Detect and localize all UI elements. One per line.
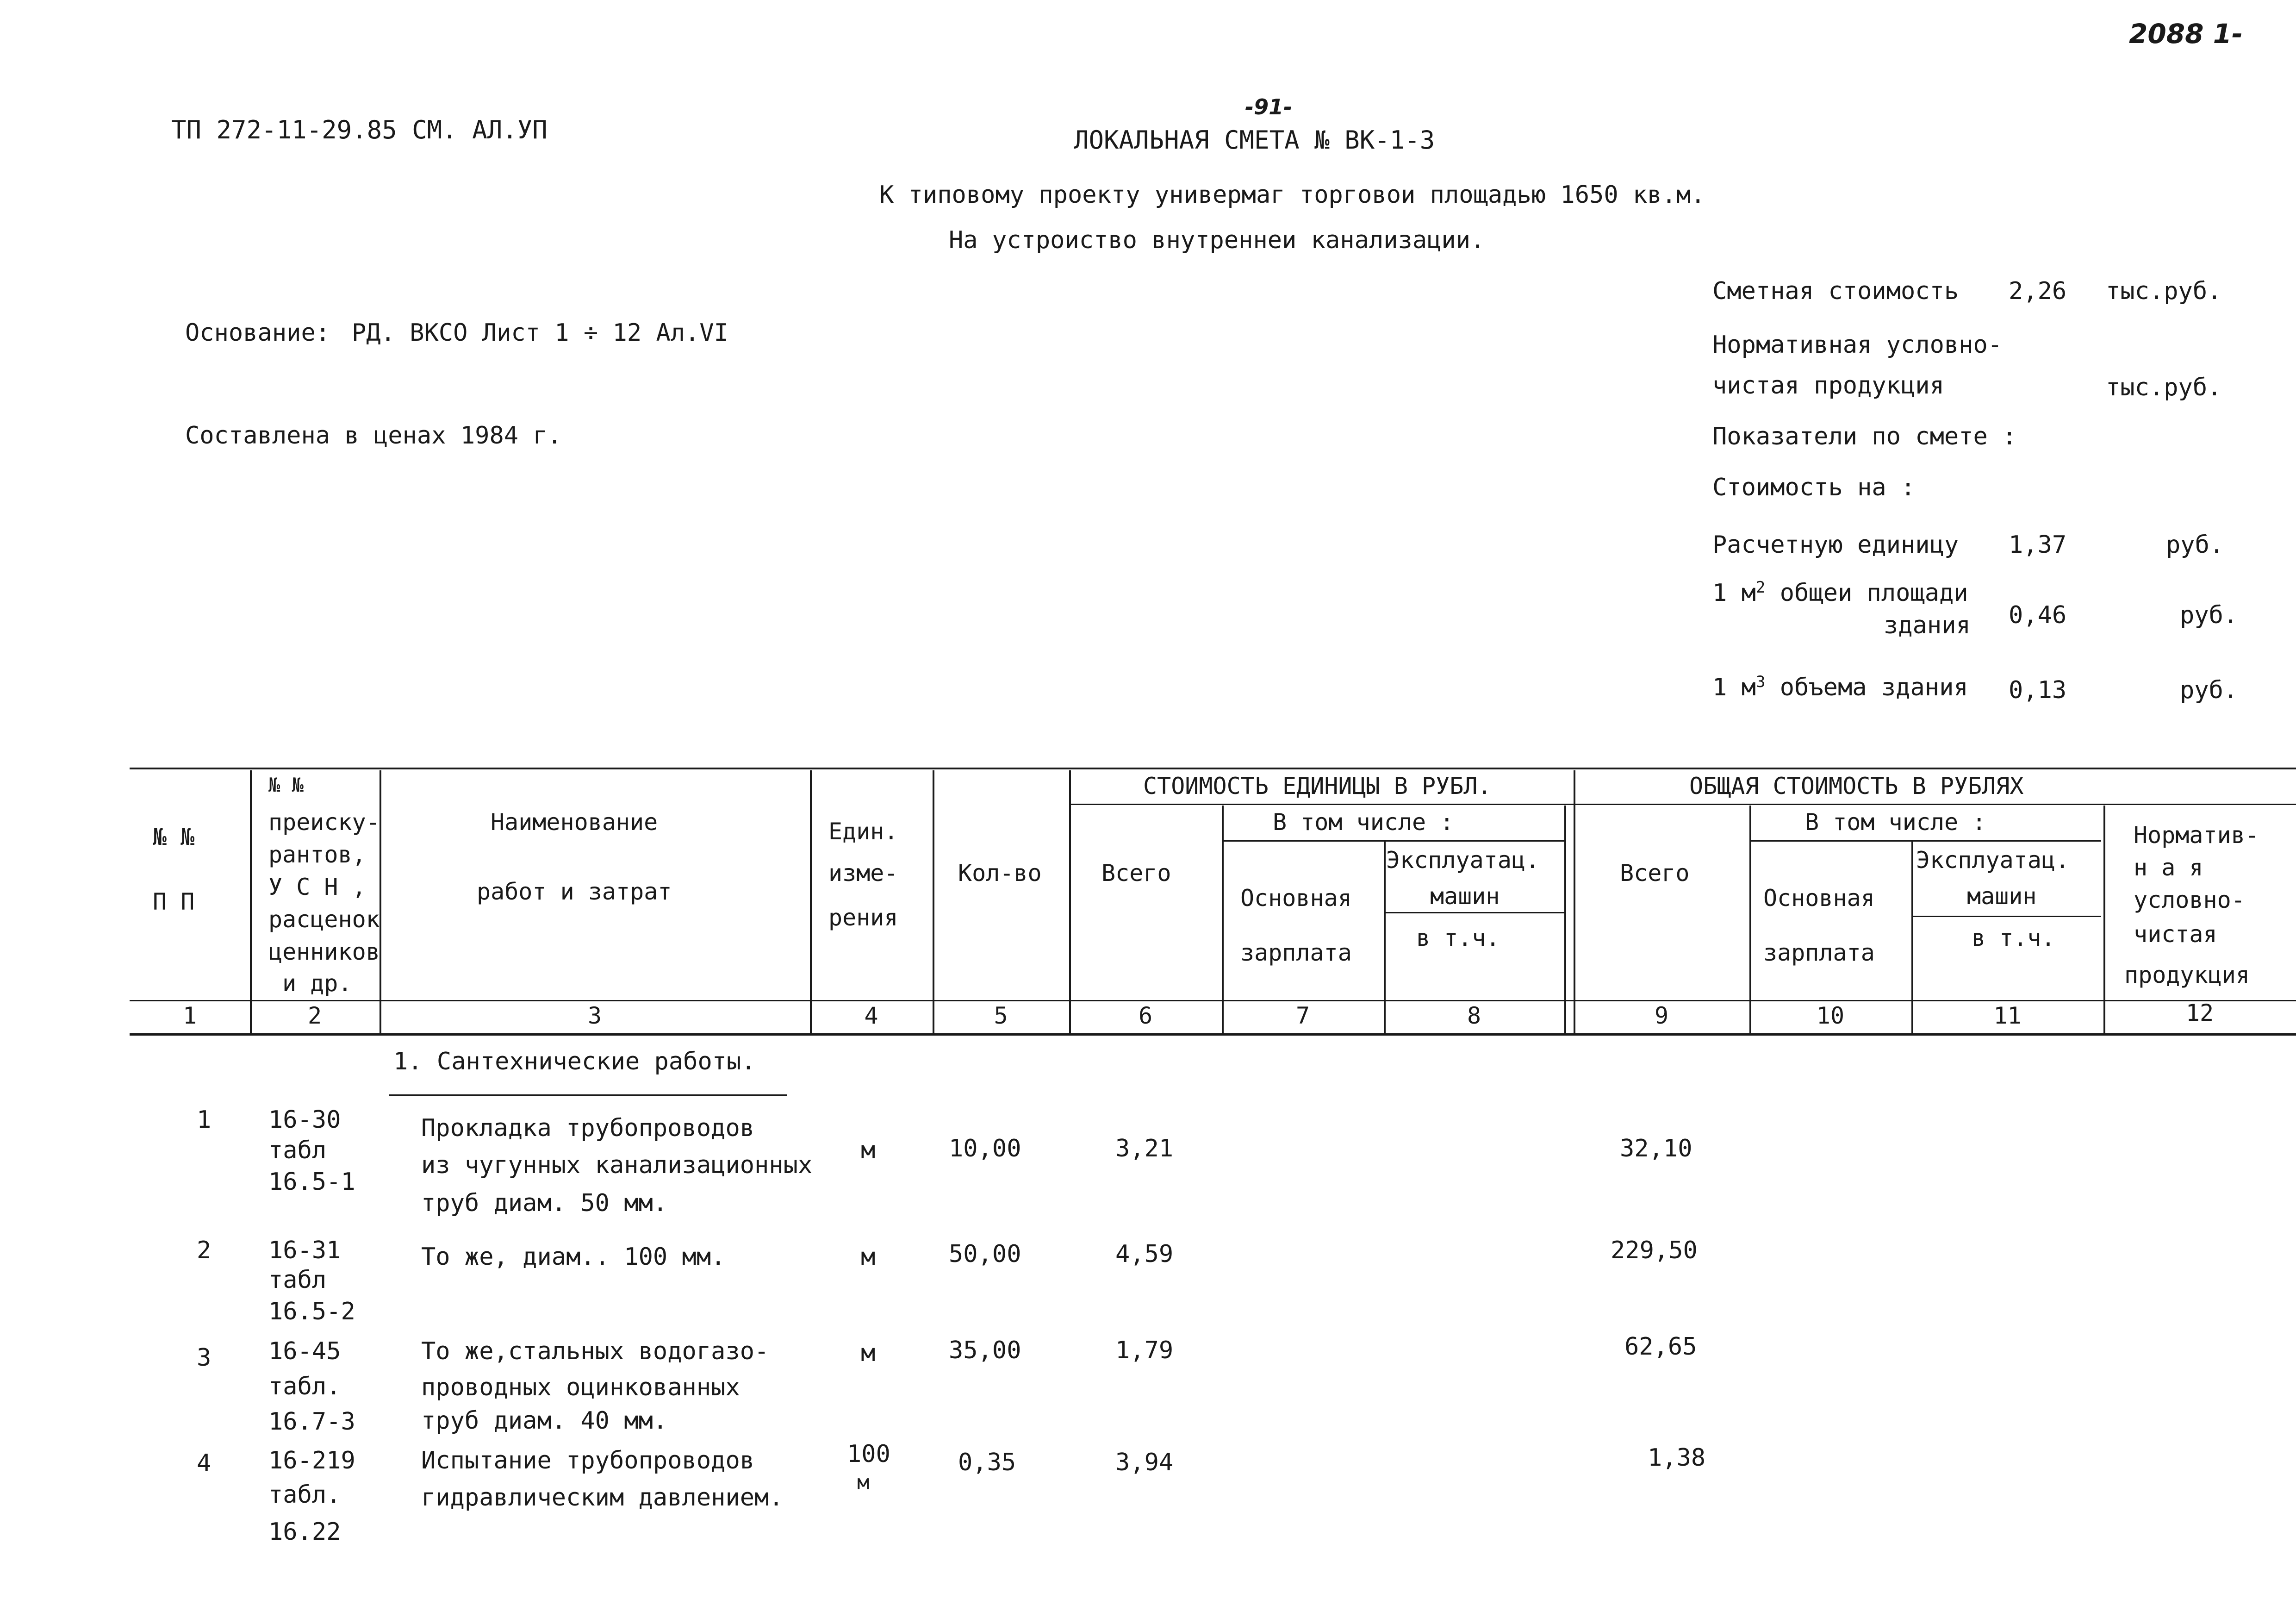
header-col4-line1: Един. (828, 818, 898, 845)
row-total: 32,10 (1620, 1135, 1692, 1162)
row-unit: м (861, 1339, 876, 1367)
header-unit-salary-a: Основная (1240, 885, 1352, 912)
project-code: ТП 272-11-29.85 СМ. АЛ.УП (171, 115, 548, 144)
unit-machines-underline (1384, 912, 1564, 913)
header-unit-machines-incl: в т.ч. (1416, 924, 1500, 951)
header-unit-incl: В том числе : (1273, 809, 1454, 836)
col-divider-6 (1222, 806, 1224, 1035)
header-col3-b: работ и затрат (477, 878, 672, 905)
row-name-line2: проводных оцинкованных (421, 1374, 740, 1401)
basis-value: РД. ВКСО Лист 1 ÷ 12 Ал.VI (352, 319, 728, 347)
header-col12-line3: условно- (2134, 887, 2245, 913)
col-number-7: 7 (1295, 1002, 1310, 1029)
cost-label: Сметная стоимость (1712, 277, 1959, 305)
header-bottom-border (130, 1000, 2296, 1001)
header-col12-line5: продукция (2124, 962, 2250, 988)
header-col2-line5: расценок (268, 906, 380, 933)
prices-year-text: Составлена в ценах 1984 г. (185, 422, 562, 450)
cost-unit: тыс.руб. (2106, 277, 2222, 305)
unit-incl-underline (1222, 840, 1564, 842)
total-machines-underline (1911, 916, 2101, 917)
col-number-4: 4 (864, 1002, 878, 1029)
normative-label-line2: чистая продукция (1712, 372, 1944, 400)
header-col2-line3: рантов, (268, 841, 366, 868)
row-total: 229,50 (1611, 1237, 1698, 1264)
row-unit: м (861, 1243, 876, 1271)
row-unit: м (861, 1137, 876, 1164)
normative-label-line1: Нормативная условно- (1712, 331, 2003, 359)
col-number-3: 3 (587, 1002, 602, 1029)
header-total-salary-b: зарплата (1763, 939, 1875, 966)
row-unit-line1: 100 (847, 1440, 890, 1468)
row-code-line2: табл (268, 1266, 327, 1294)
row-unit-total: 3,21 (1115, 1135, 1174, 1162)
row-number: 4 (197, 1449, 212, 1477)
header-unit-salary-b: зарплата (1240, 939, 1352, 966)
numbers-row-bottom-border (130, 1033, 2296, 1036)
row-code-line1: 16-219 (268, 1447, 355, 1474)
indicators-label: Показатели по смете : (1712, 423, 2017, 450)
document-number-corner: 2088 1- (2129, 18, 2243, 50)
col-divider-8 (1564, 806, 1566, 1035)
row-total: 1,38 (1648, 1444, 1706, 1472)
row-name-line1: То же,стальных водогазо- (421, 1337, 769, 1365)
row-total: 62,65 (1624, 1333, 1697, 1361)
header-col12-line4: чистая (2134, 921, 2217, 948)
row-code-line3: 16.7-3 (268, 1408, 355, 1436)
col-divider-4 (933, 770, 934, 1035)
col-divider-10 (1749, 806, 1751, 1035)
area-unit: руб. (2180, 601, 2238, 629)
header-unit-cost-group: СТОИМОСТЬ ЕДИНИЦЫ В РУБЛ. (1143, 773, 1492, 800)
row-name-line1: То же, диам.. 100 мм. (421, 1243, 726, 1271)
col-divider-9 (1574, 770, 1575, 1035)
row-unit-total: 3,94 (1115, 1449, 1174, 1476)
document-title: ЛОКАЛЬНАЯ СМЕТА № ВК-1-3 (1074, 125, 1435, 155)
volume-unit: руб. (2180, 676, 2238, 704)
row-code-line2: табл. (268, 1481, 341, 1509)
header-total-total: Всего (1620, 860, 1690, 887)
row-number: 3 (197, 1344, 212, 1372)
section-title-underline (389, 1094, 787, 1096)
header-total-cost-group: ОБЩАЯ СТОИМОСТЬ В РУБЛЯХ (1689, 773, 2024, 800)
col-number-6: 6 (1138, 1002, 1153, 1029)
header-col2-line2: преиску- (268, 809, 380, 836)
header-col12-line1: Норматив- (2134, 822, 2259, 849)
unit-cost-value: 1,37 (2009, 531, 2067, 559)
header-col2-line6: ценников (268, 938, 380, 965)
row-name-line2: из чугунных канализационных (421, 1151, 813, 1179)
header-col3-a: Наименование (491, 809, 658, 836)
col-number-2: 2 (307, 1002, 322, 1029)
row-code-line1: 16-30 (268, 1106, 341, 1134)
subtitle-project: К типовому проекту универмаг торговои площадью 1650 кв.м. (879, 181, 1705, 209)
header-total-salary-a: Основная (1763, 885, 1875, 912)
row-number: 2 (197, 1237, 212, 1264)
header-col1-b: П П (153, 888, 195, 915)
header-col2-line4: У С Н , (268, 874, 366, 900)
unit-cost-unit: руб. (2166, 531, 2224, 559)
row-code-line2: табл. (268, 1373, 341, 1400)
header-col4-line3: рения (828, 904, 898, 931)
header-col1-a: № № (153, 824, 195, 850)
col-divider-5 (1069, 770, 1071, 1035)
header-total-incl: В том числе : (1805, 809, 1986, 836)
row-unit-total: 4,59 (1115, 1240, 1174, 1268)
row-code-line3: 16.5-2 (268, 1298, 355, 1325)
row-name-line3: труб диам. 40 мм. (421, 1407, 668, 1435)
page-number: -91- (1245, 94, 1293, 119)
col-number-8: 8 (1467, 1002, 1481, 1029)
row-name-line2: гидравлическим давлением. (421, 1484, 784, 1512)
col-divider-3 (810, 770, 812, 1035)
row-unit-total: 1,79 (1115, 1337, 1174, 1364)
area-label-line2: здания (1884, 612, 1971, 639)
volume-label: 1 $м^3$ объема здания (1712, 673, 1968, 701)
basis-label: Основание: (185, 319, 330, 347)
header-col2-line7: и др. (282, 970, 352, 997)
row-quantity: 35,00 (949, 1337, 1021, 1364)
normative-unit: тыс.руб. (2106, 374, 2222, 401)
row-name-line1: Прокладка трубопроводов (421, 1114, 755, 1142)
header-total-machines-b: машин (1967, 883, 2037, 910)
header-col2-line1: № № (268, 774, 304, 796)
header-col4-line2: изме- (828, 860, 898, 887)
row-name-line1: Испытание трубопроводов (421, 1447, 755, 1474)
header-col5: Кол-во (958, 860, 1042, 887)
col-number-5: 5 (994, 1002, 1008, 1029)
cost-value: 2,26 (2009, 277, 2067, 305)
row-name-line3: труб диам. 50 мм. (421, 1189, 668, 1217)
col-number-9: 9 (1654, 1002, 1669, 1029)
row-quantity: 50,00 (949, 1240, 1021, 1268)
row-code-line1: 16-31 (268, 1237, 341, 1264)
col-number-12: 12 (2185, 999, 2214, 1026)
row-quantity: 10,00 (949, 1135, 1021, 1162)
section-title: 1. Сантехнические работы. (393, 1048, 756, 1075)
col-number-1: 1 (182, 1002, 197, 1029)
total-incl-underline (1749, 840, 2101, 842)
row-number: 1 (197, 1106, 212, 1134)
area-value: 0,46 (2009, 601, 2067, 629)
subtitle-purpose: На устроиство внутреннеи канализации. (949, 226, 1485, 254)
row-code-line3: 16.22 (268, 1518, 341, 1546)
table-top-border (130, 768, 2296, 769)
area-label: 1 $м^2$ общеи площади (1712, 578, 1968, 607)
header-col12-line2: н а я (2134, 854, 2203, 881)
row-unit-line2: м (857, 1471, 870, 1494)
col-number-11: 11 (1993, 1002, 2022, 1029)
header-total-machines-incl: в т.ч. (1972, 924, 2055, 951)
cost-per-label: Стоимость на : (1712, 474, 1916, 501)
row-quantity: 0,35 (958, 1449, 1016, 1476)
row-code-line1: 16-45 (268, 1337, 341, 1365)
unit-cost-label: Расчетную единицу (1712, 531, 1959, 559)
col-number-10: 10 (1816, 1002, 1845, 1029)
col-divider-1 (250, 770, 252, 1035)
header-unit-total: Всего (1101, 860, 1171, 887)
row-code-line2: табл (268, 1137, 327, 1164)
header-total-machines-a: Эксплуатац. (1916, 847, 2070, 874)
volume-value: 0,13 (2009, 676, 2067, 704)
header-unit-machines-b: машин (1430, 883, 1500, 910)
group-header-underline (1069, 804, 2296, 805)
header-unit-machines-a: Эксплуатац. (1386, 847, 1540, 874)
row-code-line3: 16.5-1 (268, 1168, 355, 1196)
